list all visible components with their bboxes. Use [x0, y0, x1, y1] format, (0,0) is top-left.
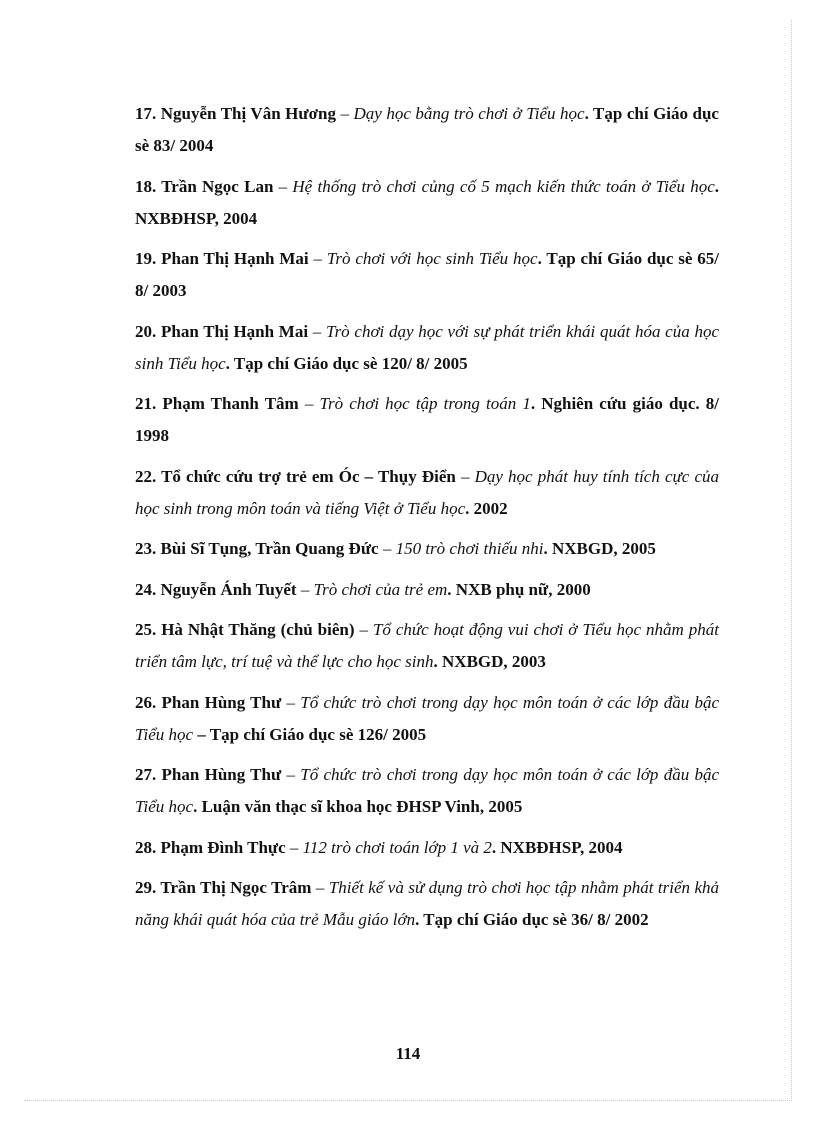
reference-title: Trò chơi với học sinh Tiểu học — [326, 249, 538, 268]
page-number: 114 — [395, 1044, 421, 1063]
reference-publication: . Tạp chí Giáo dục sè 65/ 8/ 2003 — [135, 249, 720, 300]
reference-number-author — [135, 467, 456, 486]
reference-number-author — [135, 104, 336, 123]
reference-title: Dạy học phát huy tính tích cực của học sinh trong môn toán và tiếng Việt ở Tiểu học — [135, 466, 720, 518]
reference-number-author — [135, 838, 286, 857]
reference-author: Trần Thị Ngọc Trâm — [160, 878, 312, 897]
reference-number: 29. — [135, 878, 157, 897]
reference-title: Tổ chức hoạt động vui chơi ở Tiểu học nhằm phát triển tâm lực, trí tuệ và thể lực cho học sinh — [135, 620, 720, 671]
reference-number: 18. — [135, 176, 157, 196]
reference-item — [135, 533, 719, 565]
reference-author: Phan Thị Hạnh Mai — [161, 249, 309, 268]
reference-item — [135, 574, 719, 606]
reference-item — [135, 171, 719, 235]
reference-publication: . NXBĐHSP, 2004 — [491, 837, 623, 857]
reference-author: Nguyễn Ánh Tuyết — [160, 579, 297, 599]
reference-separator: – — [455, 466, 475, 486]
reference-number-author — [135, 693, 281, 712]
reference-number-author — [135, 249, 309, 268]
reference-number: 17. — [135, 104, 157, 123]
reference-number: 26. — [135, 692, 157, 712]
reference-separator: – — [281, 692, 301, 712]
reference-author: Phạm Thanh Tâm — [162, 394, 299, 413]
reference-title: 112 trò chơi toán lớp 1 và 2 — [302, 837, 492, 857]
reference-title: Dạy học bằng trò chơi ở Tiểu học — [353, 104, 585, 123]
reference-publication: . NXBGD, 2005 — [543, 539, 656, 558]
reference-publication: . NXB phụ nữ, 2000 — [447, 579, 591, 599]
reference-number-author — [135, 580, 297, 599]
reference-number-author — [135, 765, 281, 784]
reference-author: Phan Hùng Thư — [161, 692, 282, 712]
reference-publication: . NXBGD, 2003 — [433, 652, 546, 671]
reference-item — [135, 388, 719, 452]
reference-number-author — [135, 394, 299, 413]
reference-separator: – — [311, 878, 329, 897]
reference-title: Trò chơi học tập trong toán 1 — [319, 394, 531, 413]
reference-author: Tổ chức cứu trợ trẻ em Óc – Thụy Điển — [161, 466, 456, 486]
reference-item — [135, 872, 719, 936]
reference-item — [135, 461, 719, 525]
reference-publication: . Nghiên cứu giáo dục. 8/ 1998 — [135, 394, 719, 445]
reference-title: Trò chơi của trẻ em — [313, 579, 448, 599]
reference-number-author — [135, 620, 355, 639]
reference-author: Phan Hùng Thư — [161, 765, 282, 784]
reference-author: Bùi Sĩ Tụng, Trần Quang Đức — [160, 539, 379, 558]
reference-number-author — [135, 322, 308, 341]
reference-number: 20. — [135, 321, 157, 341]
reference-publication: . Tạp chí Giáo dục sè 120/ 8/ 2005 — [225, 353, 468, 373]
reference-number-author — [135, 177, 273, 196]
reference-title: Trò chơi dạy học với sự phát triển khái quát hóa của học sinh Tiểu học — [135, 321, 720, 373]
reference-number: 19. — [135, 249, 157, 268]
reference-number: 21. — [135, 394, 157, 413]
reference-title: Tổ chức trò chơi trong dạy học môn toán ở các lớp đầu bậc Tiểu học — [135, 765, 720, 816]
reference-title: Thiết kế và sử dụng trò chơi học tập nhằm phát triển khả năng khái quát hóa của trẻ Mẫu giáo lớn — [135, 878, 719, 929]
reference-separator: – — [273, 176, 293, 196]
reference-title: 150 trò chơi thiếu nhi — [395, 539, 544, 558]
reference-title: Hệ thống trò chơi củng cố 5 mạch kiến thức toán ở Tiểu học — [292, 176, 715, 196]
reference-item — [135, 832, 719, 864]
reference-separator: – — [335, 104, 354, 123]
reference-publication: . Tạp chí Giáo dục sè 83/ 2004 — [135, 104, 719, 155]
reference-separator: – — [285, 837, 303, 857]
reference-number: 24. — [135, 579, 157, 599]
reference-author: Trần Ngọc Lan — [161, 176, 274, 196]
reference-number: 28. — [135, 837, 157, 857]
reference-item — [135, 98, 719, 162]
reference-separator: – — [308, 249, 327, 268]
reference-number: 27. — [135, 765, 157, 784]
reference-number: 25. — [135, 620, 157, 639]
reference-separator: – — [281, 765, 301, 784]
reference-item — [135, 614, 719, 678]
reference-separator: – — [298, 394, 320, 413]
reference-title: Tổ chức trò chơi trong dạy học môn toán ở các lớp đầu bậc Tiểu học — [135, 692, 720, 744]
reference-author: Hà Nhật Thăng (chủ biên) — [161, 620, 355, 639]
reference-author: Nguyễn Thị Vân Hương — [160, 104, 336, 123]
reference-item — [135, 759, 719, 823]
reference-number-author — [135, 878, 311, 897]
reference-number: 22. — [135, 466, 157, 486]
reference-author: Phạm Đình Thực — [160, 837, 286, 857]
reference-number: 23. — [135, 539, 157, 558]
reference-item — [135, 316, 719, 380]
reference-separator: – — [354, 620, 373, 639]
reference-list — [135, 98, 719, 945]
reference-publication: . Luận văn thạc sĩ khoa học ĐHSP Vinh, 2005 — [193, 797, 523, 816]
reference-author: Phan Thị Hạnh Mai — [160, 321, 309, 341]
reference-separator: – — [308, 321, 327, 341]
reference-separator: – — [378, 539, 396, 558]
reference-publication: . Tạp chí Giáo dục sè 36/ 8/ 2002 — [415, 910, 649, 929]
reference-item — [135, 687, 719, 751]
reference-publication: – Tạp chí Giáo dục sè 126/ 2005 — [193, 724, 427, 744]
reference-publication: . NXBĐHSP, 2004 — [135, 176, 720, 228]
reference-publication: . 2002 — [465, 498, 508, 518]
reference-separator: – — [296, 579, 314, 599]
reference-number-author — [135, 539, 379, 558]
reference-item — [135, 243, 719, 307]
